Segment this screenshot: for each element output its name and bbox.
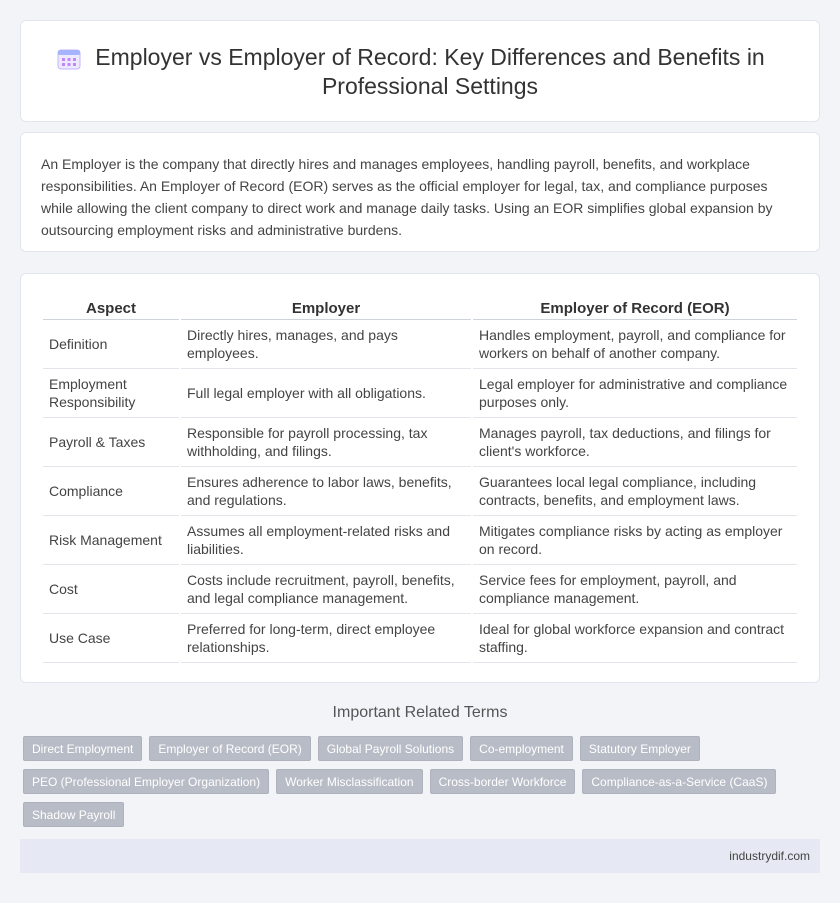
intro-card: [20, 132, 820, 252]
header-aspect: Aspect: [43, 294, 179, 320]
row-eor: Ideal for global workforce expansion and contract staffing.: [473, 614, 797, 663]
row-aspect: Definition: [43, 320, 179, 369]
related-term-tag[interactable]: Compliance-as-a-Service (CaaS): [582, 769, 776, 794]
related-term-tag[interactable]: Shadow Payroll: [23, 802, 124, 827]
table-row: [43, 565, 797, 614]
intro-text: An Employer is the company that directly hires and manages employees, handling payroll, benefits, and workplace responsibilities. An Employer of Record (EOR) serves as the official employer for legal, tax, and compliance purposes while allowing the client company to direct work and manage daily tasks. Using an EOR simplifies global expansion by outsourcing employment risks and administrative burdens.: [41, 156, 773, 238]
row-aspect: Cost: [43, 565, 179, 614]
table-row: [43, 614, 797, 663]
table-row: [43, 516, 797, 565]
row-aspect: Use Case: [43, 614, 179, 663]
related-term-tag[interactable]: Statutory Employer: [580, 736, 700, 761]
table-row: [43, 320, 797, 369]
row-employer: Costs include recruitment, payroll, benefits, and legal compliance management.: [181, 565, 471, 614]
related-terms-list: [23, 736, 813, 827]
related-term-tag[interactable]: Employer of Record (EOR): [149, 736, 310, 761]
row-employer: Responsible for payroll processing, tax withholding, and filings.: [181, 418, 471, 467]
row-eor: Manages payroll, tax deductions, and filings for client's workforce.: [473, 418, 797, 467]
comparison-table: [41, 294, 799, 663]
comparison-card: [20, 273, 820, 683]
footer-site-link[interactable]: industrydif.com: [729, 849, 810, 863]
row-aspect: Payroll & Taxes: [43, 418, 179, 467]
related-term-tag[interactable]: PEO (Professional Employer Organization): [23, 769, 269, 794]
row-employer: Ensures adherence to labor laws, benefits, and regulations.: [181, 467, 471, 516]
row-employer: Preferred for long-term, direct employee relationships.: [181, 614, 471, 663]
row-employer: Directly hires, manages, and pays employees.: [181, 320, 471, 369]
row-eor: Mitigates compliance risks by acting as employer on record.: [473, 516, 797, 565]
row-employer: Full legal employer with all obligations.: [181, 369, 471, 418]
table-row: [43, 369, 797, 418]
row-eor: Handles employment, payroll, and compliance for workers on behalf of another company.: [473, 320, 797, 369]
footer: [20, 839, 820, 873]
page-title: Employer vs Employer of Record: Key Differences and Benefits in Professional Settings: [95, 44, 765, 99]
table-row: [43, 418, 797, 467]
header-card: [20, 20, 820, 122]
table-row: [43, 467, 797, 516]
related-term-tag[interactable]: Direct Employment: [23, 736, 142, 761]
header-employer: Employer: [181, 294, 471, 320]
row-employer: Assumes all employment-related risks and liabilities.: [181, 516, 471, 565]
row-aspect: Risk Management: [43, 516, 179, 565]
row-aspect: Employment Responsibility: [43, 369, 179, 418]
row-eor: Service fees for employment, payroll, and compliance management.: [473, 565, 797, 614]
related-term-tag[interactable]: Worker Misclassification: [276, 769, 422, 794]
row-aspect: Compliance: [43, 467, 179, 516]
table-header-row: [43, 294, 797, 320]
row-eor: Legal employer for administrative and compliance purposes only.: [473, 369, 797, 418]
row-eor: Guarantees local legal compliance, including contracts, benefits, and employment laws.: [473, 467, 797, 516]
header-eor: Employer of Record (EOR): [473, 294, 797, 320]
related-term-tag[interactable]: Co-employment: [470, 736, 573, 761]
related-term-tag[interactable]: Cross-border Workforce: [430, 769, 576, 794]
related-terms-title: Important Related Terms: [332, 704, 508, 721]
related-term-tag[interactable]: Global Payroll Solutions: [318, 736, 463, 761]
